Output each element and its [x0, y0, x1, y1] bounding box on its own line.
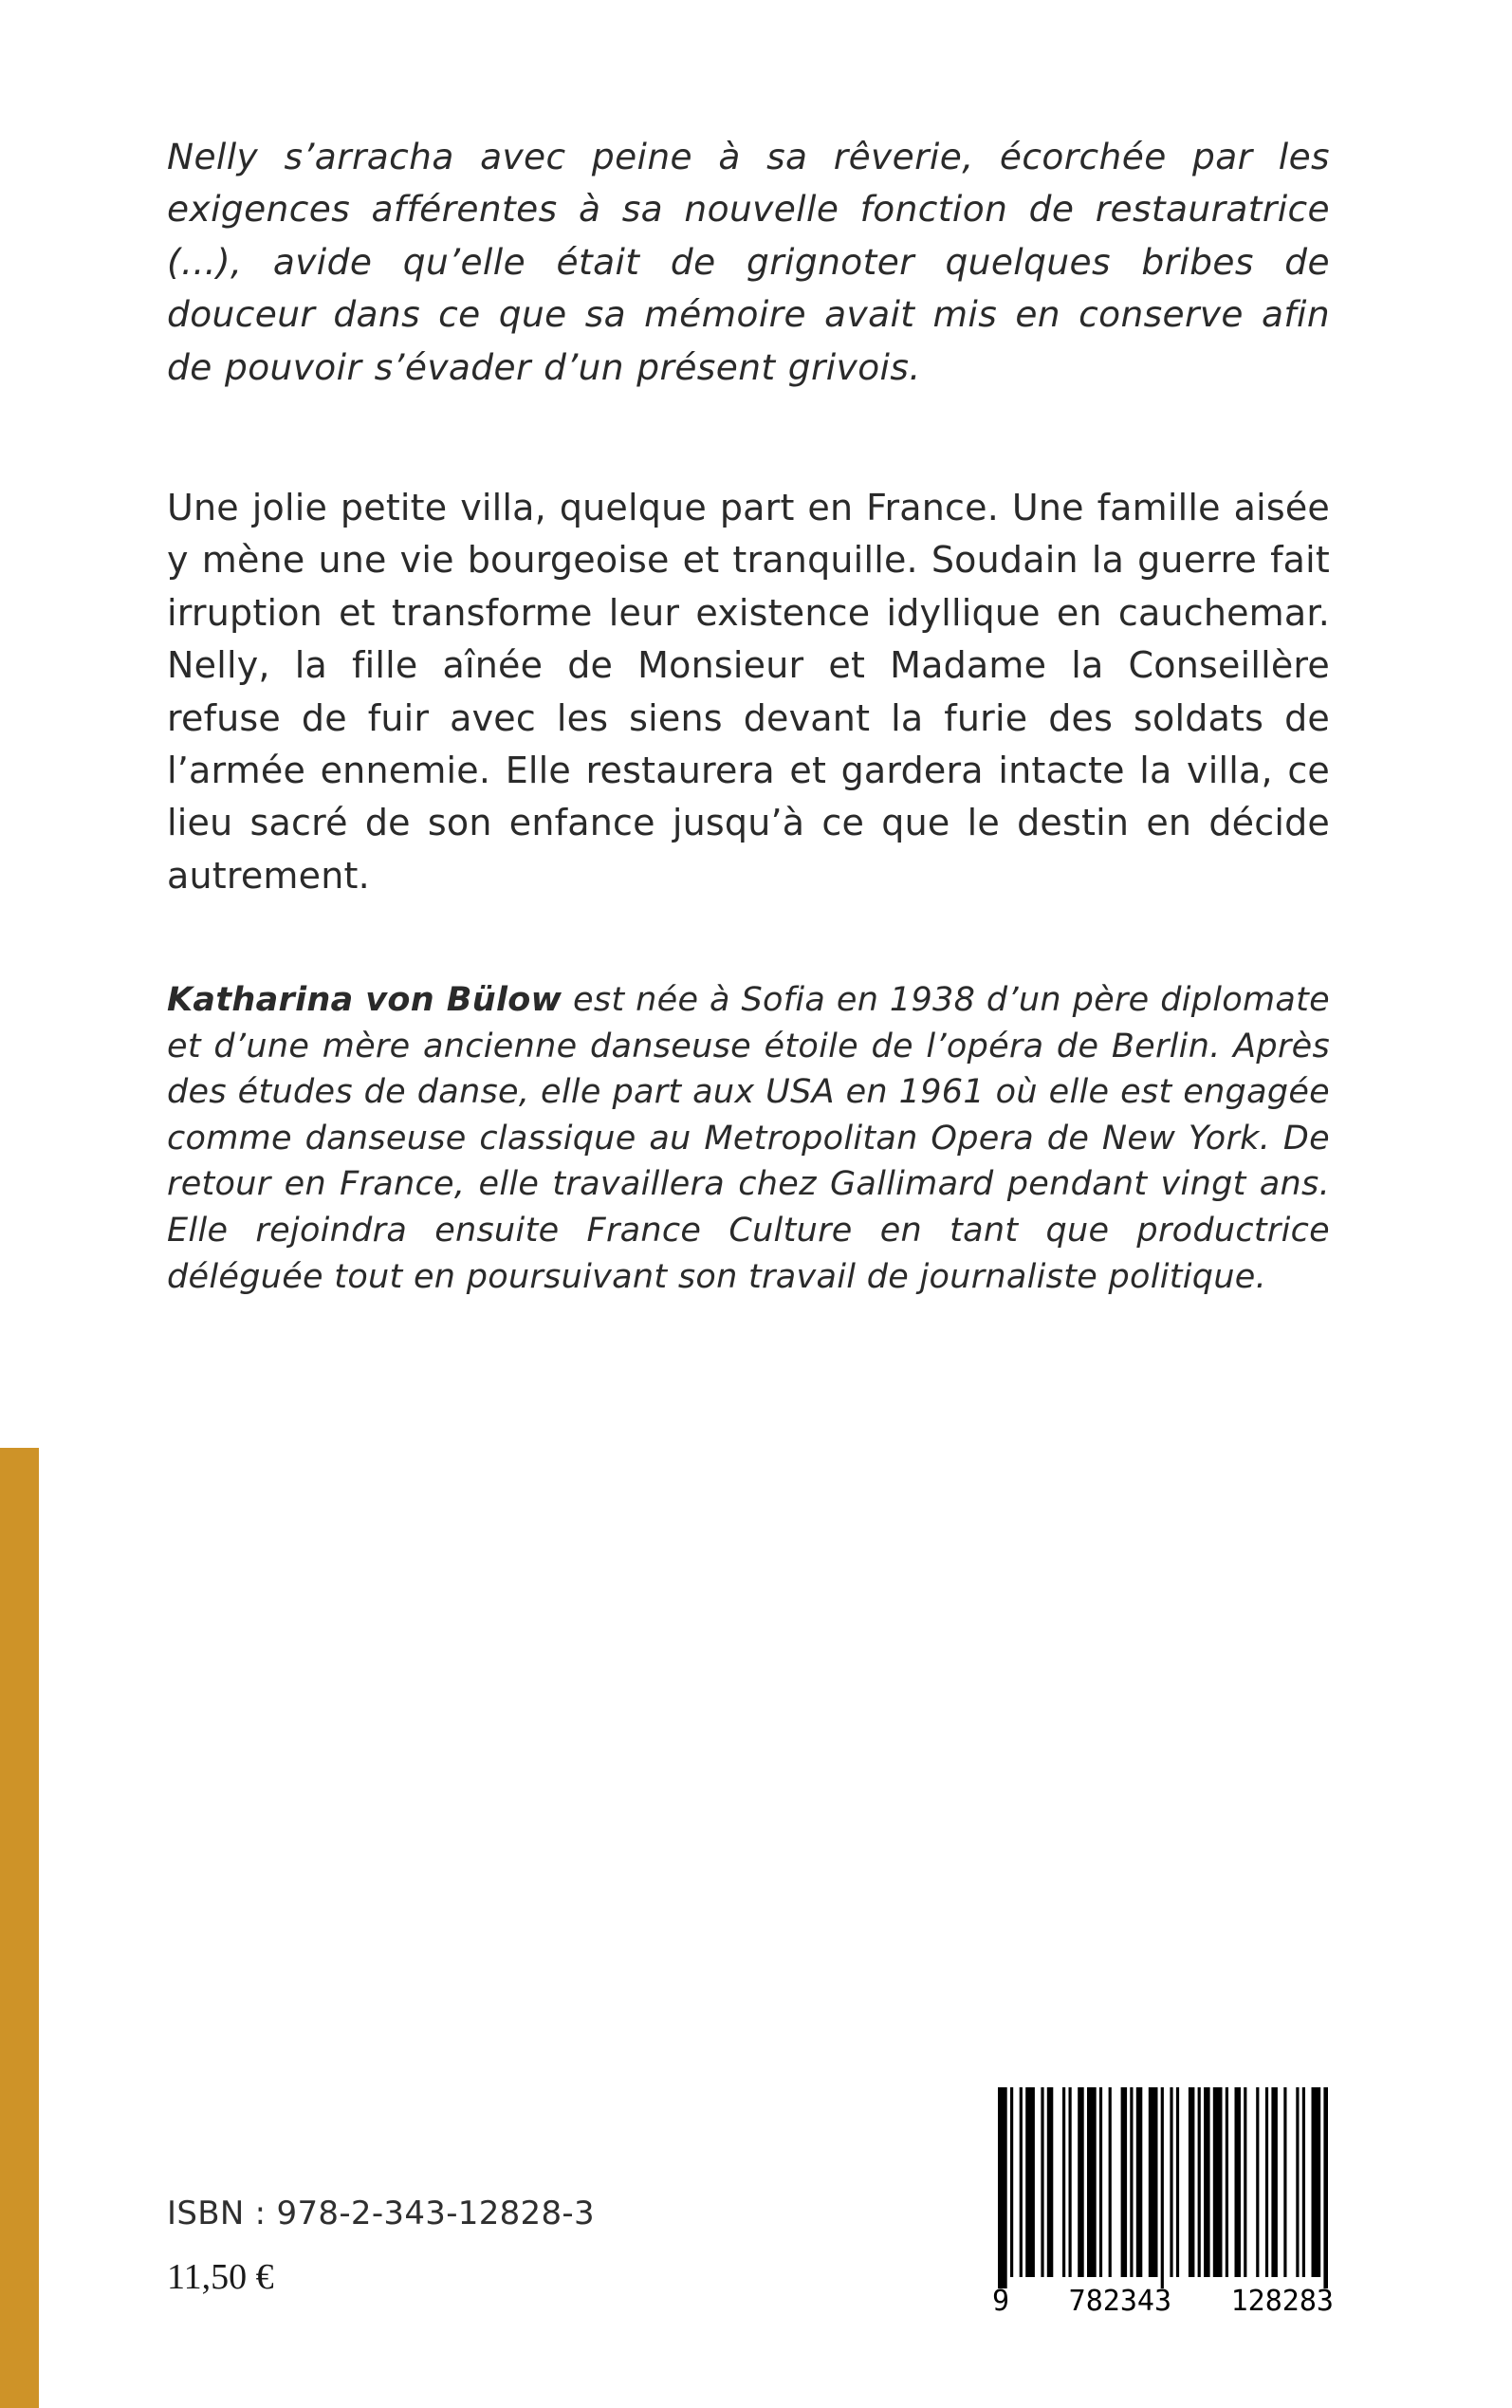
- barcode-bar: [1256, 2087, 1259, 2277]
- barcode-bar: [1121, 2087, 1128, 2277]
- barcode-bar: [1265, 2087, 1268, 2277]
- barcode-bar: [1226, 2087, 1228, 2277]
- barcode-bar: [1041, 2087, 1043, 2277]
- barcode-bar: [1020, 2087, 1023, 2277]
- barcode-bar: [1149, 2087, 1158, 2277]
- barcode-bar: [1189, 2087, 1195, 2277]
- barcode-bar: [1170, 2087, 1172, 2277]
- barcode-number: [992, 2285, 1334, 2319]
- barcode-bar: [1161, 2087, 1164, 2288]
- barcode-bar: [998, 2087, 1007, 2288]
- barcode-bar: [1204, 2087, 1210, 2277]
- barcode-bar: [1109, 2087, 1112, 2277]
- barcode-bar: [1099, 2087, 1102, 2277]
- author-bio: [167, 977, 1330, 1300]
- book-synopsis: Une jolie petite villa, quelque part en France. Une famille aisée y mène une vie bourgeoise et tranquille. Soudain la guerre fait irruption et transforme leur existence idyllique en cauchemar. Nelly, la fille aînée de Monsieur et Madame la Conseillère refuse de fuir avec les siens devant la furie des soldats de l’armée ennemie. Elle restaurera et gardera intacte la villa, ce lieu sacré de son enfance jusqu’à ce que le destin en décide autrement.: [167, 487, 1330, 897]
- barcode-bar: [1271, 2087, 1278, 2277]
- barcode-bar: [1283, 2087, 1286, 2277]
- author-bio-text: est née à Sofia en 1938 d’un père diplomate et d’une mère ancienne danseuse étoile de l’opéra de Berlin. Après des études de danse, elle part aux USA en 1961 où elle est engagée comme danseuse classique au Metropolitan Opera de New York. De retour en France, elle travaillera chez Gallimard pendant vingt ans. Elle rejoindra ensuite France Culture en tant que productrice déléguée tout en poursuivant son travail de journaliste politique.: [167, 981, 1330, 1296]
- barcode-bar: [1296, 2087, 1299, 2277]
- barcode-digits-left: 782343: [1068, 2285, 1172, 2318]
- barcode-icon: [992, 2087, 1334, 2288]
- barcode-bar: [1312, 2087, 1321, 2277]
- barcode-bar: [1235, 2087, 1242, 2277]
- barcode-bar: [1136, 2087, 1143, 2277]
- barcode-bar: [1069, 2087, 1072, 2277]
- barcode-bar: [1130, 2087, 1133, 2277]
- author-name: Katharina von Bülow: [167, 981, 562, 1019]
- barcode-bar: [1198, 2087, 1201, 2277]
- barcode-digit-lead: 9: [992, 2285, 1010, 2318]
- barcode-bar: [1087, 2087, 1097, 2277]
- excerpt-quote: Nelly s’arracha avec peine à sa rêverie, écorchée par les exigences afférentes à sa nouvelle fonction de restauratrice (...), avide qu’elle était de grignoter quelques bribes de douceur dans ce que sa mémoire avait mis en conserve afin de pouvoir s’évader d’un présent grivois.: [167, 136, 1330, 388]
- barcode-bar: [1244, 2087, 1246, 2277]
- barcode-bar: [1323, 2087, 1328, 2288]
- barcode-bar: [1302, 2087, 1305, 2277]
- barcode-bar: [1047, 2087, 1054, 2277]
- barcode-bar: [1010, 2087, 1013, 2277]
- barcode-bar: [1078, 2087, 1084, 2277]
- barcode-bar: [1213, 2087, 1223, 2277]
- barcode-bar: [1062, 2087, 1065, 2277]
- barcode-digits-right: 128283: [1230, 2285, 1334, 2318]
- price-label: 11,50 €: [167, 2257, 274, 2297]
- side-color-band: [0, 1448, 39, 2408]
- isbn-label: ISBN : 978-2-343-12828-3: [167, 2195, 595, 2232]
- barcode-bar: [1176, 2087, 1179, 2277]
- barcode-bar: [1025, 2087, 1035, 2277]
